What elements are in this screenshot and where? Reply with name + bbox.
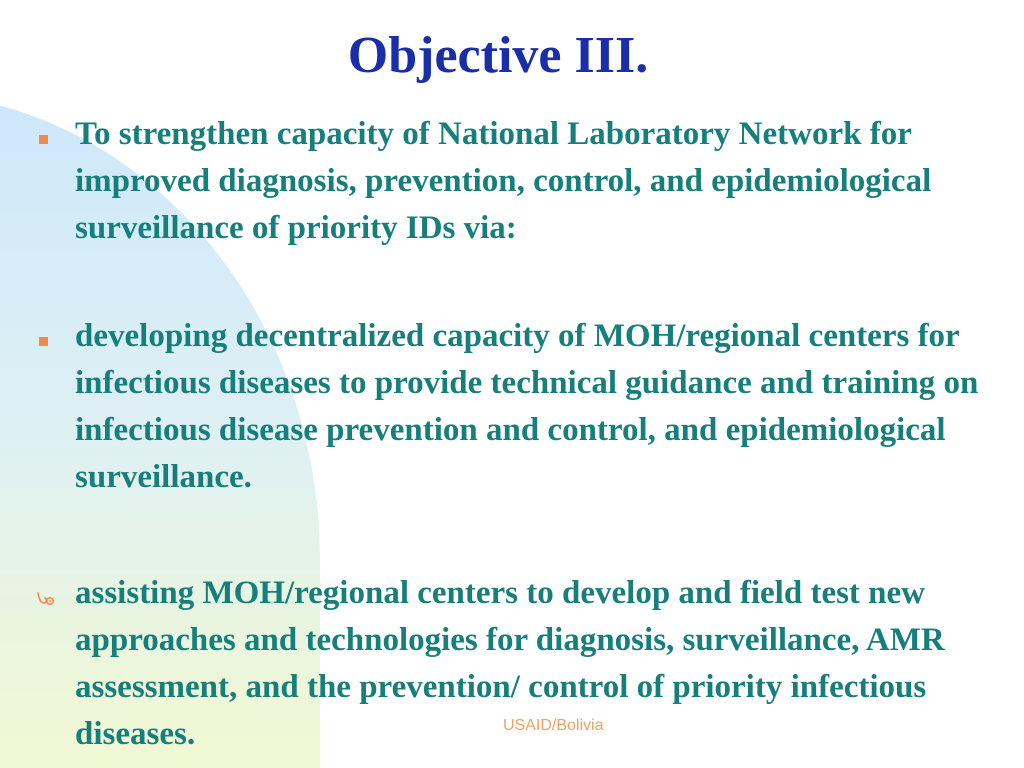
square-bullet-icon [39, 135, 48, 144]
bullet-text: assisting MOH/regional centers to develop and field test new approaches and technologies for diagnosis, surveillance, AMR assessment, and the prevention/ control of priority infectious diseases. [75, 575, 945, 752]
footer-label: USAID/Bolivia [503, 717, 604, 734]
slide-title: Objective III. [347, 27, 649, 84]
swirl-bullet-icon [36, 590, 56, 608]
bullet-text: developing decentralized capacity of MOH/regional centers for infectious diseases to provide technical guidance and training on infectious disease prevention and control, and epidemiological surveillance. [75, 318, 979, 495]
bullet-text: To strengthen capacity of National Laboratory Network for improved diagnosis, prevention, control, and epidemiological surveillance of priority IDs via: [75, 116, 932, 246]
square-bullet-icon [39, 337, 48, 346]
